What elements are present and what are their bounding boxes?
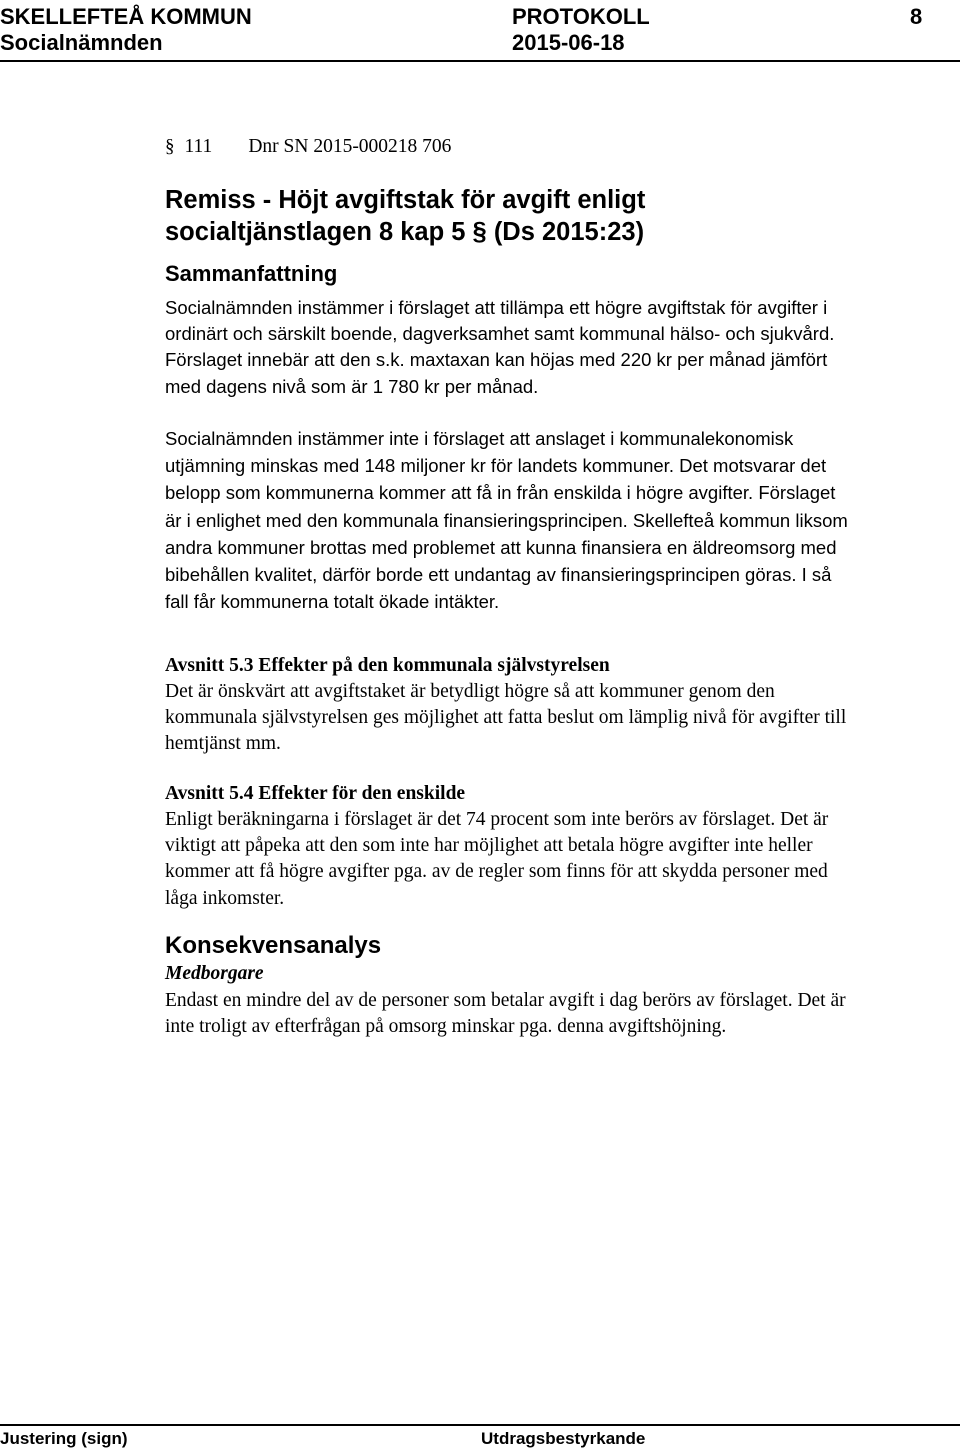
section-5-3-heading: Avsnitt 5.3 Effekter på den kommunala självstyrelsen xyxy=(165,655,610,676)
title-line-1: Remiss - Höjt avgiftstak för avgift enligt xyxy=(165,186,646,214)
section-symbol: § xyxy=(165,136,175,157)
section-5-4-heading: Avsnitt 5.4 Effekter för den enskilde xyxy=(165,783,466,804)
citizens-subheading: Medborgare xyxy=(165,963,264,984)
title-line-2: socialtjänstlagen 8 kap 5 § (Ds 2015:23) xyxy=(165,218,645,246)
signature-label: Justering (sign) xyxy=(0,1429,128,1448)
consequence-body: Endast en mindre del av de personer som betalar avgift i dag berörs av förslaget. Det är inte troligt av efterfrågan på omsorg minskar pga. denna avgiftshöjning. xyxy=(165,990,846,1038)
department-name: Socialnämnden xyxy=(0,30,163,55)
paragraph-number: 111 xyxy=(184,136,213,157)
header-rule xyxy=(0,60,960,62)
extract-certification-label: Utdragsbestyrkande xyxy=(481,1429,646,1448)
section-5-4-body: Enligt beräkningarna i förslaget är det 74 procent som inte berörs av förslaget. Det är viktigt att påpeka att den som inte har möjlighet att betala högre avgifter inte heller kommer att få högre avgifter pga. av de regler som finns för att skydda personer med låga inkomster. xyxy=(165,809,829,909)
diary-number: Dnr SN 2015-000218 706 xyxy=(248,136,452,157)
section-5-3-body: Det är önskvärt att avgiftstaket är betydligt högre så att kommuner genom den kommunala självstyrelsen ges möjlighet att fatta beslut om lämplig nivå för avgifter till hemtjänst mm. xyxy=(165,681,847,755)
document-type: PROTOKOLL xyxy=(512,4,650,29)
summary-heading: Sammanfattning xyxy=(165,261,338,286)
paragraph-reference xyxy=(165,134,451,160)
page-number: 8 xyxy=(910,4,923,29)
section-symbol: § xyxy=(472,218,487,246)
consequence-heading: Konsekvensanalys xyxy=(165,932,382,959)
meeting-date: 2015-06-18 xyxy=(512,30,625,55)
footer-rule xyxy=(0,1424,960,1426)
document-title xyxy=(165,184,645,248)
summary-paragraph-2: Socialnämnden instämmer inte i förslaget att anslaget i kommunalekonomisk utjämning minskas med 148 miljoner kr för landets kommuner. Det motsvarar det belopp som kommunerna kommer att få in från enskilda i högre avgifter. Förslaget är i enlighet med den kommunala finansieringsprincipen. Skellefteå kommun liksom andra kommuner brottas med problemet att kunna finansiera en äldreomsorg med bibehållen kvalitet, därför borde ett undantag av finansieringsprincipen göras. I så fall får kommunerna totalt ökade intäkter. xyxy=(165,428,848,613)
org-name: SKELLEFTEÅ KOMMUN xyxy=(0,4,252,29)
summary-paragraph-1: Socialnämnden instämmer i förslaget att tillämpa ett högre avgiftstak för avgifter i ordinärt och särskilt boende, dagverksamhet samt kommunal hälso- och sjukvård. Förslaget innebär att den s.k. maxtaxan kan höjas med 220 kr per månad jämfört med dagens nivå som är 1 780 kr per månad. xyxy=(165,297,835,397)
